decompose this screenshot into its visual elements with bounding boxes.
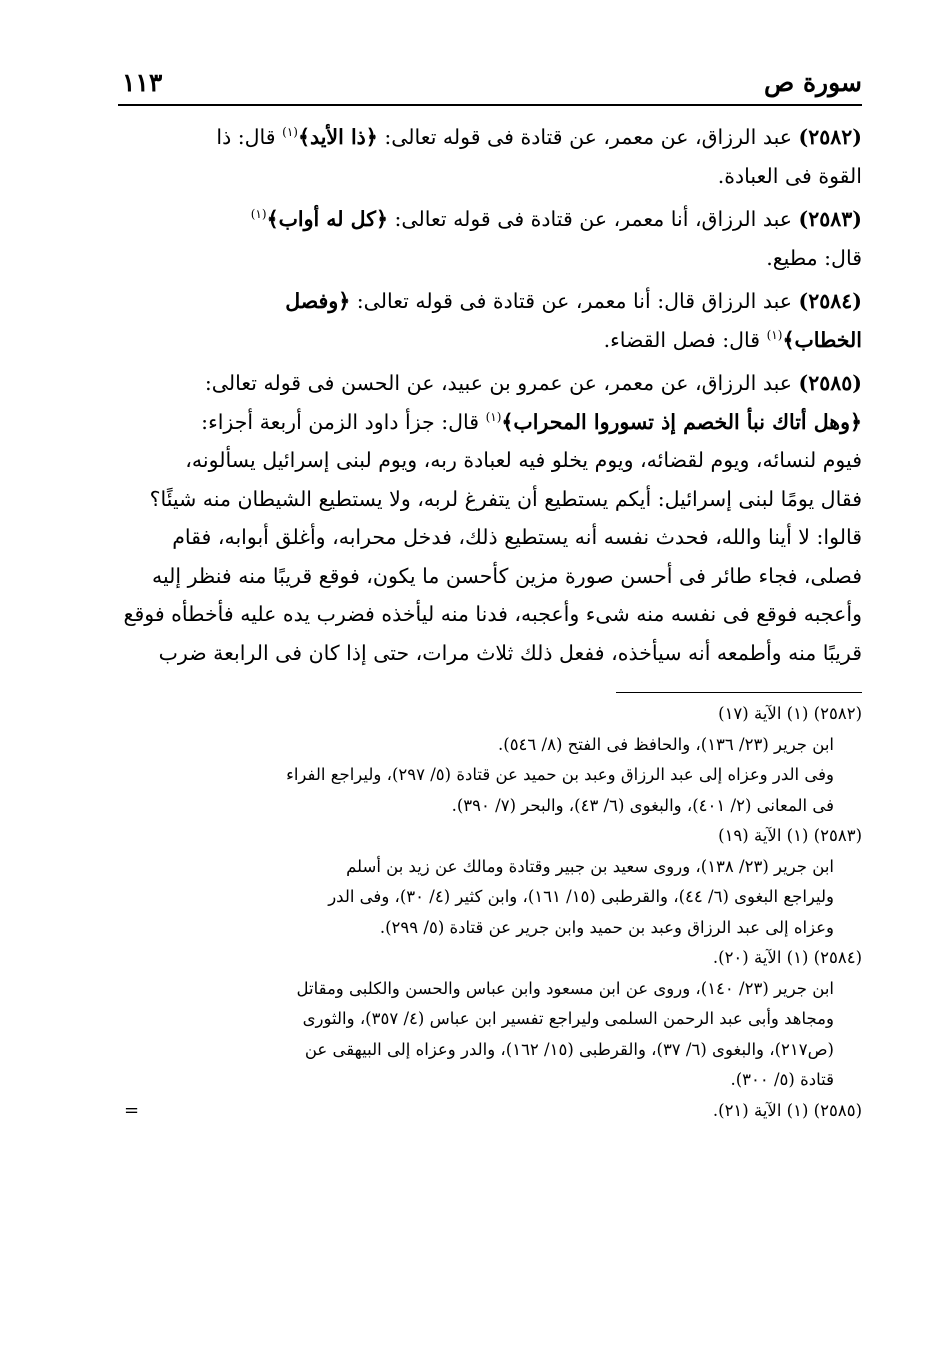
page xyxy=(118,68,862,1126)
main-text xyxy=(118,118,862,672)
quran-quote: ﴿وفصل xyxy=(285,289,351,313)
text-line: (٢٥٨٥) عبد الرزاق، عن معمر، عن عمرو بن عبيد، عن الحسن فى قوله تعالى: xyxy=(204,371,862,395)
paragraph-2584 xyxy=(118,282,862,359)
text-line: الخطاب﴾$^{(١)}$ قال: فصل القضاء. xyxy=(603,327,862,352)
hadith-number: (٢٥٨٥) xyxy=(798,371,862,395)
text-line: وأعجبه فوقع فى نفسه منه شىء وأعجبه، فدنا منه ليأخذه فضرب يده عليه فأخطأه فوقع xyxy=(123,602,862,626)
surah-title: سورة ص xyxy=(764,68,862,97)
footnote-line: ومجاهد وأبى عبد الرحمن السلمى وليراجع تفسير ابن عباس (٤/ ٣٥٧)، والثورى xyxy=(302,1009,834,1028)
hadith-number: (٢٥٨٤) xyxy=(798,289,862,313)
footnote-ref: (١) xyxy=(485,409,502,424)
footnote-ref: (١) xyxy=(282,125,298,140)
paragraph-2585 xyxy=(118,364,862,672)
footnote-line: ابن جرير (٢٣/ ١٣٦)، والحافظ فى الفتح (٨/ ٥٤٦). xyxy=(498,734,834,754)
footnote-ref: (١) xyxy=(766,327,783,342)
footnote-line: وليراجع البغوى (٦/ ٤٤)، والقرطبى (١٥/ ١٦١)، وابن كثير (٤/ ٣٠)، وفى الدر xyxy=(328,887,834,906)
text-line: فصلى، فجاء طائر فى أحسن صورة مزين كأحسن ما يكون، فوقع قريبًا منه فنظر إليه xyxy=(151,563,862,588)
hadith-number: (٢٥٨٢) xyxy=(798,125,862,149)
text-line: قريبًا منه وأطمعه أنه سيأخذه، ففعل ذلك ثلاث مرات، حتى إذا كان فى الرابعة ضرب xyxy=(158,640,862,665)
running-header xyxy=(118,68,862,98)
text-line: ﴿وهل أتاك نبأ الخصم إذ تسوروا المحراب﴾$^{(١)}$ قال: جزأ داود الزمن أربعة أجزاء: xyxy=(201,409,862,434)
text-line: فيوم لنسائه، ويوم لقضائه، ويوم يخلو فيه لعبادة ربه، ويوم لبنى إسرائيل يسألونه، xyxy=(185,448,862,472)
paragraph-2582 xyxy=(118,118,862,195)
footnote-line: وفى الدر وعزاه إلى عبد الرزاق وعبد بن حميد عن قتادة (٥/ ٢٩٧)، وليراجع الفراء xyxy=(286,765,834,784)
text-line: قالوا: لا أينا والله، فحدث نفسه أنه يستطيع ذلك، فدخل محرابه، وأغلق أبوابه، فقام xyxy=(172,525,862,549)
footnote-line: ابن جرير (٢٣/ ١٤٠)، وروى عن ابن مسعود وابن عباس والحسن والكلبى ومقاتل xyxy=(296,978,834,998)
paragraph-2583 xyxy=(118,200,862,277)
footnotes xyxy=(118,699,862,1126)
footnote-last-row xyxy=(118,1096,862,1127)
quran-quote: ﴿وهل أتاك نبأ الخصم إذ تسوروا المحراب﴾ xyxy=(501,409,862,434)
footnote-ref: (١) xyxy=(250,207,267,222)
quran-quote: ﴿كل له أواب﴾ xyxy=(266,207,388,231)
header-rule xyxy=(118,104,862,106)
footnote-head: (٢٥٨٥) (١) الآية (٢١). xyxy=(712,1100,862,1120)
footnote-line: ابن جرير (٢٣/ ١٣٨)، وروى سعيد بن جبير وقتادة ومالك عن زيد بن أسلم xyxy=(346,856,834,876)
quran-quote: الخطاب﴾ xyxy=(782,327,862,352)
text-line: (٢٥٨٤) عبد الرزاق قال: أنا معمر، عن قتادة فى قوله تعالى: ﴿وفصل xyxy=(285,289,862,313)
footnote-head: (٢٥٨٤) (١) الآية (٢٠). xyxy=(712,948,862,967)
footnote-line: وعزاه إلى عبد الرزاق وعبد بن حميد وابن جرير عن قتادة (٥/ ٢٩٩). xyxy=(379,917,834,937)
text-line: القوة فى العبادة. xyxy=(717,163,862,188)
footnote-rule xyxy=(616,692,862,693)
continuation-mark: = xyxy=(124,1099,140,1121)
page-number: ١١٣ xyxy=(122,68,163,97)
text-line: فقال يومًا لبنى إسرائيل: أيكم يستطيع أن يتفرغ لربه، ولا يستطيع الشيطان منه شيئًا؟ xyxy=(149,486,862,511)
footnote-head: (٢٥٨٣) (١) الآية (١٩) xyxy=(718,826,862,845)
footnote-line: (ص٢١٧)، والبغوى (٦/ ٣٧)، والقرطبى (١٥/ ١٦٢)، والدر وعزاه إلى البيهقى عن xyxy=(304,1039,834,1059)
hadith-number: (٢٥٨٣) xyxy=(798,207,862,231)
footnote-line: فى المعانى (٢/ ٤٠١)، والبغوى (٦/ ٤٣)، والبحر (٧/ ٣٩٠). xyxy=(451,795,834,815)
footnote-head: (٢٥٨٢) (١) الآية (١٧) xyxy=(718,704,862,723)
text-line: (٢٥٨٢) عبد الرزاق، عن معمر، عن قتادة فى قوله تعالى: ﴿ذا الأيد﴾$^{(١)}$ قال: ذا xyxy=(216,125,862,149)
text-line: قال: مطيع. xyxy=(766,245,862,270)
footnote-line: قتادة (٥/ ٣٠٠). xyxy=(730,1070,834,1089)
text-line: (٢٥٨٣) عبد الرزاق، أنا معمر، عن قتادة فى قوله تعالى: ﴿كل له أواب﴾$^{(١)}$ xyxy=(250,207,862,231)
quran-quote: ﴿ذا الأيد﴾ xyxy=(297,125,378,149)
